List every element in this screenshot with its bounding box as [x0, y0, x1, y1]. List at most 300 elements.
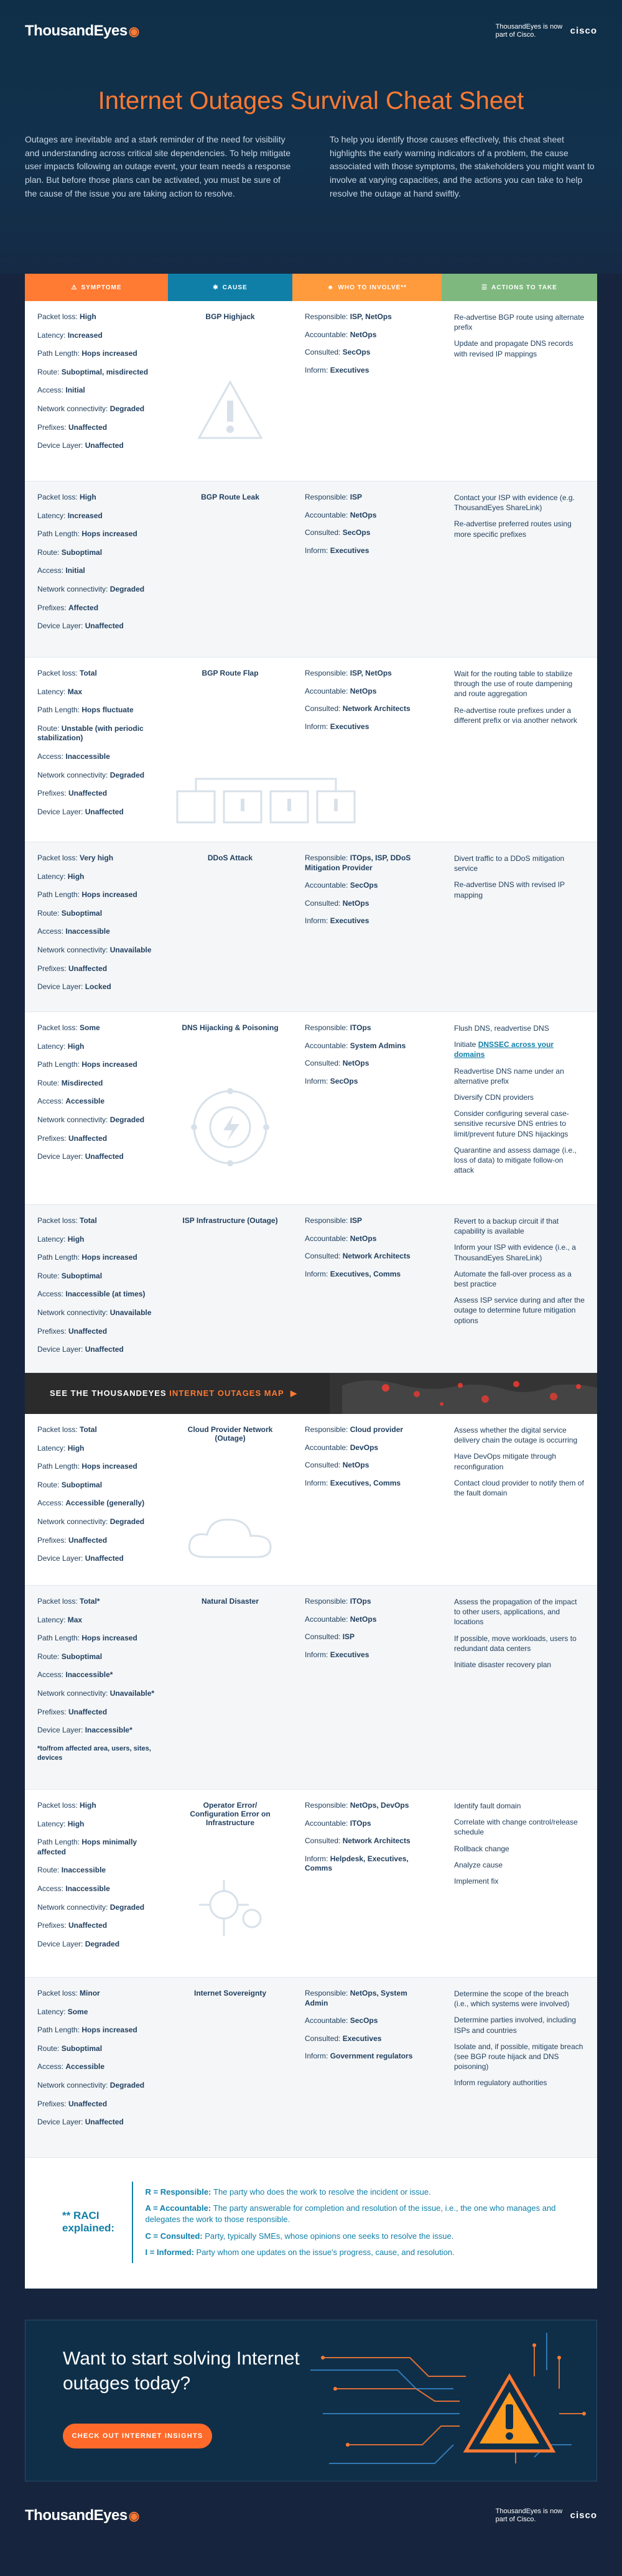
- symptom-label: Access:: [37, 1290, 66, 1299]
- symptom-label: Path Length:: [37, 1462, 82, 1471]
- raci-party: NetOps, DevOps: [350, 1801, 409, 1810]
- raci-party: ISP: [342, 1632, 355, 1642]
- raci-party: DevOps: [350, 1443, 379, 1452]
- symptom-value: Suboptimal: [61, 2044, 103, 2053]
- symptom-value: Max: [67, 687, 83, 696]
- symptom-label: Route:: [37, 723, 62, 733]
- raci-entry: [305, 1216, 429, 1226]
- raci-entry: [305, 853, 429, 873]
- action-item: Inform your ISP with evidence (i.e., a ThousandEyes ShareLink): [454, 1243, 576, 1262]
- footer-logo[interactable]: [25, 2507, 139, 2524]
- symptom-item: [37, 349, 156, 359]
- symptom-item: [37, 368, 156, 378]
- action-item: Implement fix: [454, 1876, 499, 1886]
- symptom-item: [37, 441, 156, 451]
- map-banner-text: [50, 1388, 297, 1398]
- symptom-item: [37, 1272, 156, 1281]
- symptom-label: Latency:: [37, 1234, 68, 1244]
- raci-description: The party answerable for completion and resolution of the issue, i.e., the one who manages and delegates the work to those responsible.: [145, 2203, 556, 2225]
- table-header: [25, 274, 597, 301]
- raci-party: ITOps, ISP, DDoS Mitigation Provider: [305, 853, 411, 872]
- symptom-value: High: [67, 872, 85, 881]
- symptom-item: [37, 423, 156, 433]
- thousandeyes-logo[interactable]: [25, 22, 139, 40]
- raci-entry: [305, 881, 429, 891]
- symptom-item: [37, 1708, 156, 1718]
- symptom-label: Packet loss:: [37, 1989, 80, 1997]
- symptom-label: Network connectivity:: [37, 1517, 110, 1526]
- action-item: Readvertise DNS name under an alternative prefix: [454, 1066, 564, 1086]
- raci-role: Consulted:: [305, 1836, 343, 1846]
- symptom-item: [37, 964, 156, 974]
- symptom-label: Access:: [37, 927, 66, 936]
- symptom-label: Path Length:: [37, 890, 82, 900]
- raci-entry: [305, 366, 429, 376]
- raci-role: Accountable:: [305, 686, 350, 695]
- symptom-item: [37, 807, 156, 817]
- action-text: Initiate: [454, 1040, 478, 1049]
- map-banner-prefix: SEE THE THOUSANDEYES: [50, 1388, 167, 1398]
- raci-party: Network Architects: [342, 1836, 411, 1846]
- raci-title: ** RACI explained:: [62, 2210, 115, 2234]
- raci-role: Accountable:: [305, 1041, 350, 1050]
- raci-role: Consulted:: [305, 528, 343, 537]
- raci-party: SecOps: [350, 881, 378, 890]
- dnssec-link[interactable]: DNSSEC across your domains: [454, 1040, 554, 1059]
- symptom-item: [37, 2007, 156, 2017]
- symptom-value: Suboptimal: [61, 547, 103, 557]
- action-item: Re-advertise preferred routes using more specific prefixes: [454, 519, 572, 539]
- symptom-label: Packet loss:: [37, 1425, 80, 1434]
- symptoms-cell: [25, 1978, 168, 2157]
- raci-party: ISP: [350, 1216, 363, 1225]
- symptom-label: Network connectivity:: [37, 1308, 110, 1317]
- raci-definition: [146, 2231, 560, 2242]
- raci-definition: [146, 2187, 560, 2198]
- raci-list: [132, 2182, 560, 2263]
- raci-entry: [305, 1650, 429, 1660]
- symptom-label: Packet loss:: [37, 1023, 80, 1032]
- brand-bar: [25, 16, 597, 46]
- raci-entry: [305, 2052, 429, 2062]
- raci-role: Inform:: [305, 1269, 330, 1278]
- raci-definition: [146, 2247, 560, 2258]
- raci-role: Consulted:: [305, 2034, 343, 2043]
- raci-entry: [305, 899, 429, 909]
- table-row: [25, 1012, 597, 1205]
- action-item: Update and propagate DNS records with revised IP mappings: [454, 339, 573, 358]
- column-cause: [168, 274, 292, 301]
- raci-description: The party who does the work to resolve the incident or issue.: [213, 2187, 431, 2197]
- column-actions: [442, 274, 597, 301]
- column-symptom-label: SYMPTOME: [81, 284, 122, 291]
- raci-entry: [305, 1023, 429, 1033]
- table-row: [25, 301, 597, 481]
- hero-header: [0, 0, 622, 274]
- raci-role: Inform:: [305, 722, 330, 731]
- symptom-label: Prefixes:: [37, 1326, 69, 1336]
- symptom-value: Suboptimal: [61, 1271, 103, 1280]
- raci-party: Executives: [330, 916, 369, 926]
- eye-icon: ◉: [128, 25, 139, 39]
- raci-role: Inform:: [305, 916, 330, 926]
- symptom-label: Prefixes:: [37, 2099, 69, 2108]
- action-item: Determine parties involved, including ISPs and countries: [454, 2016, 577, 2035]
- symptom-value: Unaffected: [68, 2099, 108, 2108]
- symptom-label: Packet loss:: [37, 853, 80, 862]
- symptom-label: Route:: [37, 1652, 62, 1661]
- raci-entry: [305, 1597, 429, 1607]
- raci-entry: [305, 687, 429, 697]
- symptom-footnote: *to/from affected area, users, sites, devices: [37, 1744, 151, 1762]
- symptoms-cell: [25, 1012, 168, 1204]
- symptom-label: Route:: [37, 1078, 62, 1087]
- symptoms-cell: [25, 658, 168, 842]
- cause-cell: DDoS Attack: [207, 853, 253, 862]
- symptom-value: Inaccessible: [65, 1884, 110, 1893]
- symptoms-cell: [25, 1205, 168, 1372]
- raci-role: Responsible:: [305, 1597, 350, 1606]
- cause-cell: BGP Route Leak: [201, 493, 259, 501]
- symptom-item: [37, 1115, 156, 1125]
- raci-party: NetOps: [342, 1059, 369, 1068]
- column-actions-label: ACTIONS TO TAKE: [491, 284, 557, 291]
- raci-party: Government regulators: [330, 2052, 413, 2061]
- symptom-item: [37, 621, 156, 631]
- column-who: [292, 274, 442, 301]
- raci-entry: [305, 1041, 429, 1051]
- symptom-label: Access:: [37, 1670, 66, 1680]
- raci-entry: [305, 511, 429, 521]
- raci-party: Cloud provider: [350, 1425, 404, 1434]
- symptom-value: High: [67, 1819, 85, 1828]
- logo-text: ThousandEyes: [25, 22, 128, 39]
- symptom-item: [37, 1253, 156, 1263]
- raci-party: NetOps: [350, 1234, 377, 1243]
- symptom-label: Latency:: [37, 1819, 68, 1828]
- symptom-value: Unaffected: [85, 1345, 124, 1354]
- symptom-label: Network connectivity:: [37, 770, 110, 779]
- symptom-item: [37, 1517, 156, 1527]
- action-item: Wait for the routing table to stabilize through the use of route dampening and route aggregation: [454, 669, 573, 699]
- symptom-item: [37, 1670, 156, 1680]
- action-item: Contact your ISP with evidence (e.g. ThousandEyes ShareLink): [454, 493, 575, 513]
- symptom-value: Total: [80, 1425, 97, 1434]
- symptom-label: Device Layer:: [37, 1152, 85, 1161]
- symptom-value: Suboptimal: [61, 1480, 103, 1489]
- symptom-label: Latency:: [37, 687, 68, 696]
- symptom-item: [37, 1097, 156, 1107]
- symptom-value: Increased: [67, 511, 103, 520]
- symptom-label: Device Layer:: [37, 1345, 85, 1354]
- raci-entry: [305, 1836, 429, 1846]
- internet-insights-button[interactable]: CHECK OUT INTERNET INSIGHTS: [63, 2424, 212, 2448]
- symptom-label: Route:: [37, 908, 62, 918]
- who-cell: [292, 1978, 442, 2157]
- action-item: Revert to a backup circuit if that capability is available: [454, 1217, 559, 1236]
- footer-cisco-badge: [496, 2508, 597, 2524]
- arrow-right-icon: ▶: [290, 1388, 298, 1398]
- symptom-item: [37, 1866, 156, 1876]
- symptom-item: [37, 1903, 156, 1913]
- raci-entry: [305, 1252, 429, 1262]
- symptom-label: Path Length:: [37, 1060, 82, 1069]
- who-cell: [292, 1414, 442, 1585]
- symptom-value: Suboptimal: [61, 1652, 103, 1661]
- raci-role: Inform:: [305, 546, 330, 555]
- raci-party: SecOps: [350, 2016, 378, 2025]
- table-row: [25, 1205, 597, 1373]
- cause-cell: Natural Disaster: [201, 1597, 259, 1606]
- cause-icon: ✱: [213, 284, 219, 291]
- symptom-item: [37, 1481, 156, 1490]
- people-icon: ☻: [327, 284, 335, 291]
- raci-entry: [305, 2034, 429, 2044]
- raci-role: Consulted:: [305, 704, 343, 714]
- symptom-value: Unaffected: [85, 1152, 124, 1161]
- symptom-label: Access:: [37, 1884, 66, 1893]
- who-cell: [292, 1790, 442, 1977]
- map-banner-link[interactable]: INTERNET OUTAGES MAP: [169, 1388, 284, 1398]
- raci-party: ISP, NetOps: [350, 312, 392, 321]
- symptom-label: Access:: [37, 751, 66, 761]
- symptom-item: [37, 1989, 156, 1999]
- symptom-value: Max: [67, 1615, 83, 1624]
- raci-party: Executives: [330, 546, 369, 555]
- symptom-value: Increased: [67, 330, 103, 340]
- symptom-label: Device Layer:: [37, 621, 85, 631]
- symptom-value: Hops fluctuate: [81, 705, 134, 715]
- cisco-partner-badge: [496, 23, 597, 39]
- symptom-item: [37, 724, 156, 743]
- raci-description: Party, typically SMEs, whose opinions one seeks to resolve the issue.: [205, 2231, 454, 2241]
- symptom-value: High: [80, 1801, 96, 1810]
- raci-role: Consulted:: [305, 1461, 343, 1470]
- symptom-label: Latency:: [37, 2007, 68, 2016]
- cause-cell: BGP Highjack: [205, 312, 255, 321]
- symptom-item: [37, 404, 156, 414]
- symptom-item: [37, 2044, 156, 2054]
- table-row: [25, 1414, 597, 1586]
- symptom-value: High: [67, 1443, 85, 1453]
- raci-role: Inform:: [305, 1076, 330, 1086]
- raci-entry: [305, 2016, 429, 2026]
- table-row: [25, 842, 597, 1012]
- symptom-value: Unaffected: [68, 1326, 108, 1336]
- raci-entry: [305, 1234, 429, 1244]
- symptom-value: Total: [80, 669, 97, 677]
- raci-entry: [305, 1077, 429, 1087]
- symptom-item: [37, 982, 156, 992]
- raci-role: Inform:: [305, 365, 330, 374]
- symptom-label: Packet loss:: [37, 1216, 80, 1225]
- world-map-icon: [330, 1373, 597, 1414]
- raci-party: Network Architects: [342, 704, 411, 714]
- raci-party: Network Architects: [342, 1252, 411, 1261]
- raci-legend: [25, 2158, 597, 2289]
- raci-entry: [305, 704, 429, 714]
- symptom-item: [37, 1838, 156, 1857]
- symptom-item: [37, 705, 156, 715]
- symptom-value: Suboptimal: [61, 908, 103, 918]
- raci-entry: [305, 1461, 429, 1471]
- symptom-item: [37, 1042, 156, 1052]
- actions-cell: [442, 658, 597, 842]
- symptom-item: [37, 1235, 156, 1245]
- symptom-label: Device Layer:: [37, 1554, 85, 1563]
- symptom-value: Degraded: [109, 1902, 145, 1912]
- raci-party: Executives: [342, 2034, 382, 2043]
- symptom-value: Degraded: [109, 404, 145, 413]
- symptom-item: [37, 1216, 156, 1226]
- symptom-label: Route:: [37, 1866, 62, 1875]
- symptom-item: [37, 331, 156, 341]
- symptom-item: [37, 1689, 156, 1699]
- symptom-value: Inaccessible*: [65, 1670, 113, 1680]
- symptom-item: [37, 1884, 156, 1894]
- symptom-item: [37, 1554, 156, 1564]
- symptom-item: [37, 1425, 156, 1435]
- symptom-label: Network connectivity:: [37, 404, 110, 413]
- symptom-value: Total*: [80, 1597, 100, 1606]
- symptoms-cell: [25, 842, 168, 1011]
- symptom-value: Some: [67, 2007, 88, 2016]
- symptom-value: Some: [80, 1023, 100, 1032]
- raci-role: Responsible:: [305, 1989, 350, 1997]
- symptom-value: Unaffected: [68, 1535, 108, 1545]
- symptom-item: [37, 493, 156, 503]
- symptom-label: Device Layer:: [37, 807, 85, 816]
- symptom-label: Device Layer:: [37, 982, 85, 992]
- actions-cell: [442, 1205, 597, 1372]
- symptom-value: High: [67, 1041, 85, 1051]
- action-item: Correlate with change control/release schedule: [454, 1818, 578, 1837]
- symptom-value: Unavailable: [109, 1308, 152, 1317]
- intro-text: [25, 133, 597, 200]
- actions-cell: [442, 842, 597, 1011]
- cause-cell: BGP Route Flap: [202, 669, 259, 677]
- symptoms-cell: [25, 1790, 168, 1977]
- symptom-item: [37, 1134, 156, 1144]
- raci-entry: [305, 348, 429, 358]
- raci-role: Inform:: [305, 1650, 330, 1659]
- raci-term: A = Accountable:: [145, 2203, 213, 2213]
- action-item: Isolate and, if possible, mitigate breach (see BGP route hijack and DNS poisoning): [454, 2042, 583, 2071]
- symptom-label: Latency:: [37, 511, 68, 520]
- symptom-label: Latency:: [37, 872, 68, 881]
- raci-role: Responsible:: [305, 493, 350, 501]
- symptom-label: Packet loss:: [37, 669, 80, 677]
- raci-entry: [305, 1989, 429, 2008]
- symptom-value: Accessible: [65, 2062, 105, 2071]
- symptom-label: Device Layer:: [37, 441, 85, 450]
- symptom-label: Latency:: [37, 1041, 68, 1051]
- symptom-item: [37, 1726, 156, 1736]
- symptom-item: [37, 2118, 156, 2127]
- raci-party: NetOps: [342, 1461, 369, 1470]
- action-item: Assess whether the digital service delivery chain the outage is occurring: [454, 1426, 578, 1445]
- symptom-value: Degraded: [85, 1939, 120, 1948]
- intro-paragraph-right: To help you identify those causes effectively, this cheat sheet highlights the early warning indicators of a problem, the cause associated with those symptoms, the stakeholders you might want to involve at varying capacities, and the actions you can take to help resolve the outage at hand swiftly.: [330, 134, 595, 198]
- table-row: [25, 481, 597, 658]
- symptom-value: Unaffected: [68, 1133, 108, 1143]
- action-item: [454, 1039, 585, 1059]
- symptom-label: Path Length:: [37, 705, 82, 715]
- symptom-value: Suboptimal, misdirected: [61, 367, 149, 376]
- symptom-item: [37, 386, 156, 396]
- list-icon: ☰: [481, 284, 488, 291]
- actions-cell: [442, 1586, 597, 1789]
- raci-entry: [305, 722, 429, 732]
- symptom-value: Unaffected: [68, 1921, 108, 1930]
- symptom-label: Network connectivity:: [37, 1902, 110, 1912]
- cisco-logo: cisco: [570, 26, 597, 36]
- raci-entry: [305, 1632, 429, 1642]
- raci-entry: [305, 1854, 429, 1874]
- symptom-item: [37, 1345, 156, 1355]
- symptom-item: [37, 1634, 156, 1644]
- raci-role: Inform:: [305, 1854, 330, 1863]
- action-item: Identify fault domain: [454, 1802, 521, 1810]
- actions-cell: [442, 1790, 597, 1977]
- symptom-label: Packet loss:: [37, 493, 80, 501]
- symptom-label: Prefixes:: [37, 964, 69, 973]
- raci-description: Party whom one updates on the issue's progress, cause, and resolution.: [196, 2247, 455, 2257]
- who-cell: [292, 1205, 442, 1372]
- outages-map-banner[interactable]: [25, 1373, 597, 1414]
- symptom-label: Route:: [37, 2044, 62, 2053]
- intro-paragraph-left: Outages are inevitable and a stark reminder of the need for visibility and understanding across critical site dependencies. To help mitigate user impacts following an outage event, your team needs a response plan. But before those plans can be activated, you must be sure of the cause of the issue you are taking action to resolve.: [25, 134, 291, 198]
- symptom-label: Access:: [37, 2062, 66, 2071]
- symptom-item: [37, 1444, 156, 1454]
- symptom-item: [37, 789, 156, 799]
- symptom-label: Prefixes:: [37, 1707, 69, 1716]
- raci-party: NetOps: [350, 510, 377, 519]
- symptoms-cell: [25, 481, 168, 657]
- symptom-label: Route:: [37, 1271, 62, 1280]
- symptom-item: [37, 603, 156, 613]
- raci-entry: [305, 312, 429, 322]
- symptom-label: Prefixes:: [37, 1921, 69, 1930]
- symptom-value: Unstable (with periodic stabilization): [37, 723, 144, 743]
- raci-role: Responsible:: [305, 853, 350, 862]
- symptom-label: Network connectivity:: [37, 1115, 110, 1124]
- actions-cell: [442, 1012, 597, 1204]
- symptom-value: Locked: [85, 982, 111, 992]
- symptom-value: Degraded: [109, 2080, 145, 2090]
- raci-entry: [305, 1801, 429, 1811]
- raci-role: Consulted:: [305, 1252, 343, 1261]
- symptom-item: [37, 1597, 156, 1607]
- symptom-value: Unaffected: [85, 441, 124, 450]
- symptom-item: [37, 1327, 156, 1337]
- symptom-value: Inaccessible: [65, 927, 110, 936]
- table-row: [25, 1978, 597, 2158]
- symptom-item: [37, 1079, 156, 1089]
- symptom-label: Path Length:: [37, 349, 82, 358]
- symptom-label: Latency:: [37, 1615, 68, 1624]
- symptom-value: Unaffected: [85, 1554, 124, 1563]
- raci-entry: [305, 1425, 429, 1435]
- action-item: Diversify CDN providers: [454, 1092, 534, 1102]
- cheat-sheet-table: [25, 274, 597, 2158]
- raci-term: R = Responsible:: [145, 2187, 213, 2197]
- raci-role: Accountable:: [305, 510, 350, 519]
- footer-partner-text: ThousandEyes is now part of Cisco.: [495, 2508, 563, 2524]
- symptom-value: Inaccessible*: [85, 1726, 132, 1735]
- raci-role: Responsible:: [305, 1023, 350, 1032]
- actions-cell: [442, 481, 597, 657]
